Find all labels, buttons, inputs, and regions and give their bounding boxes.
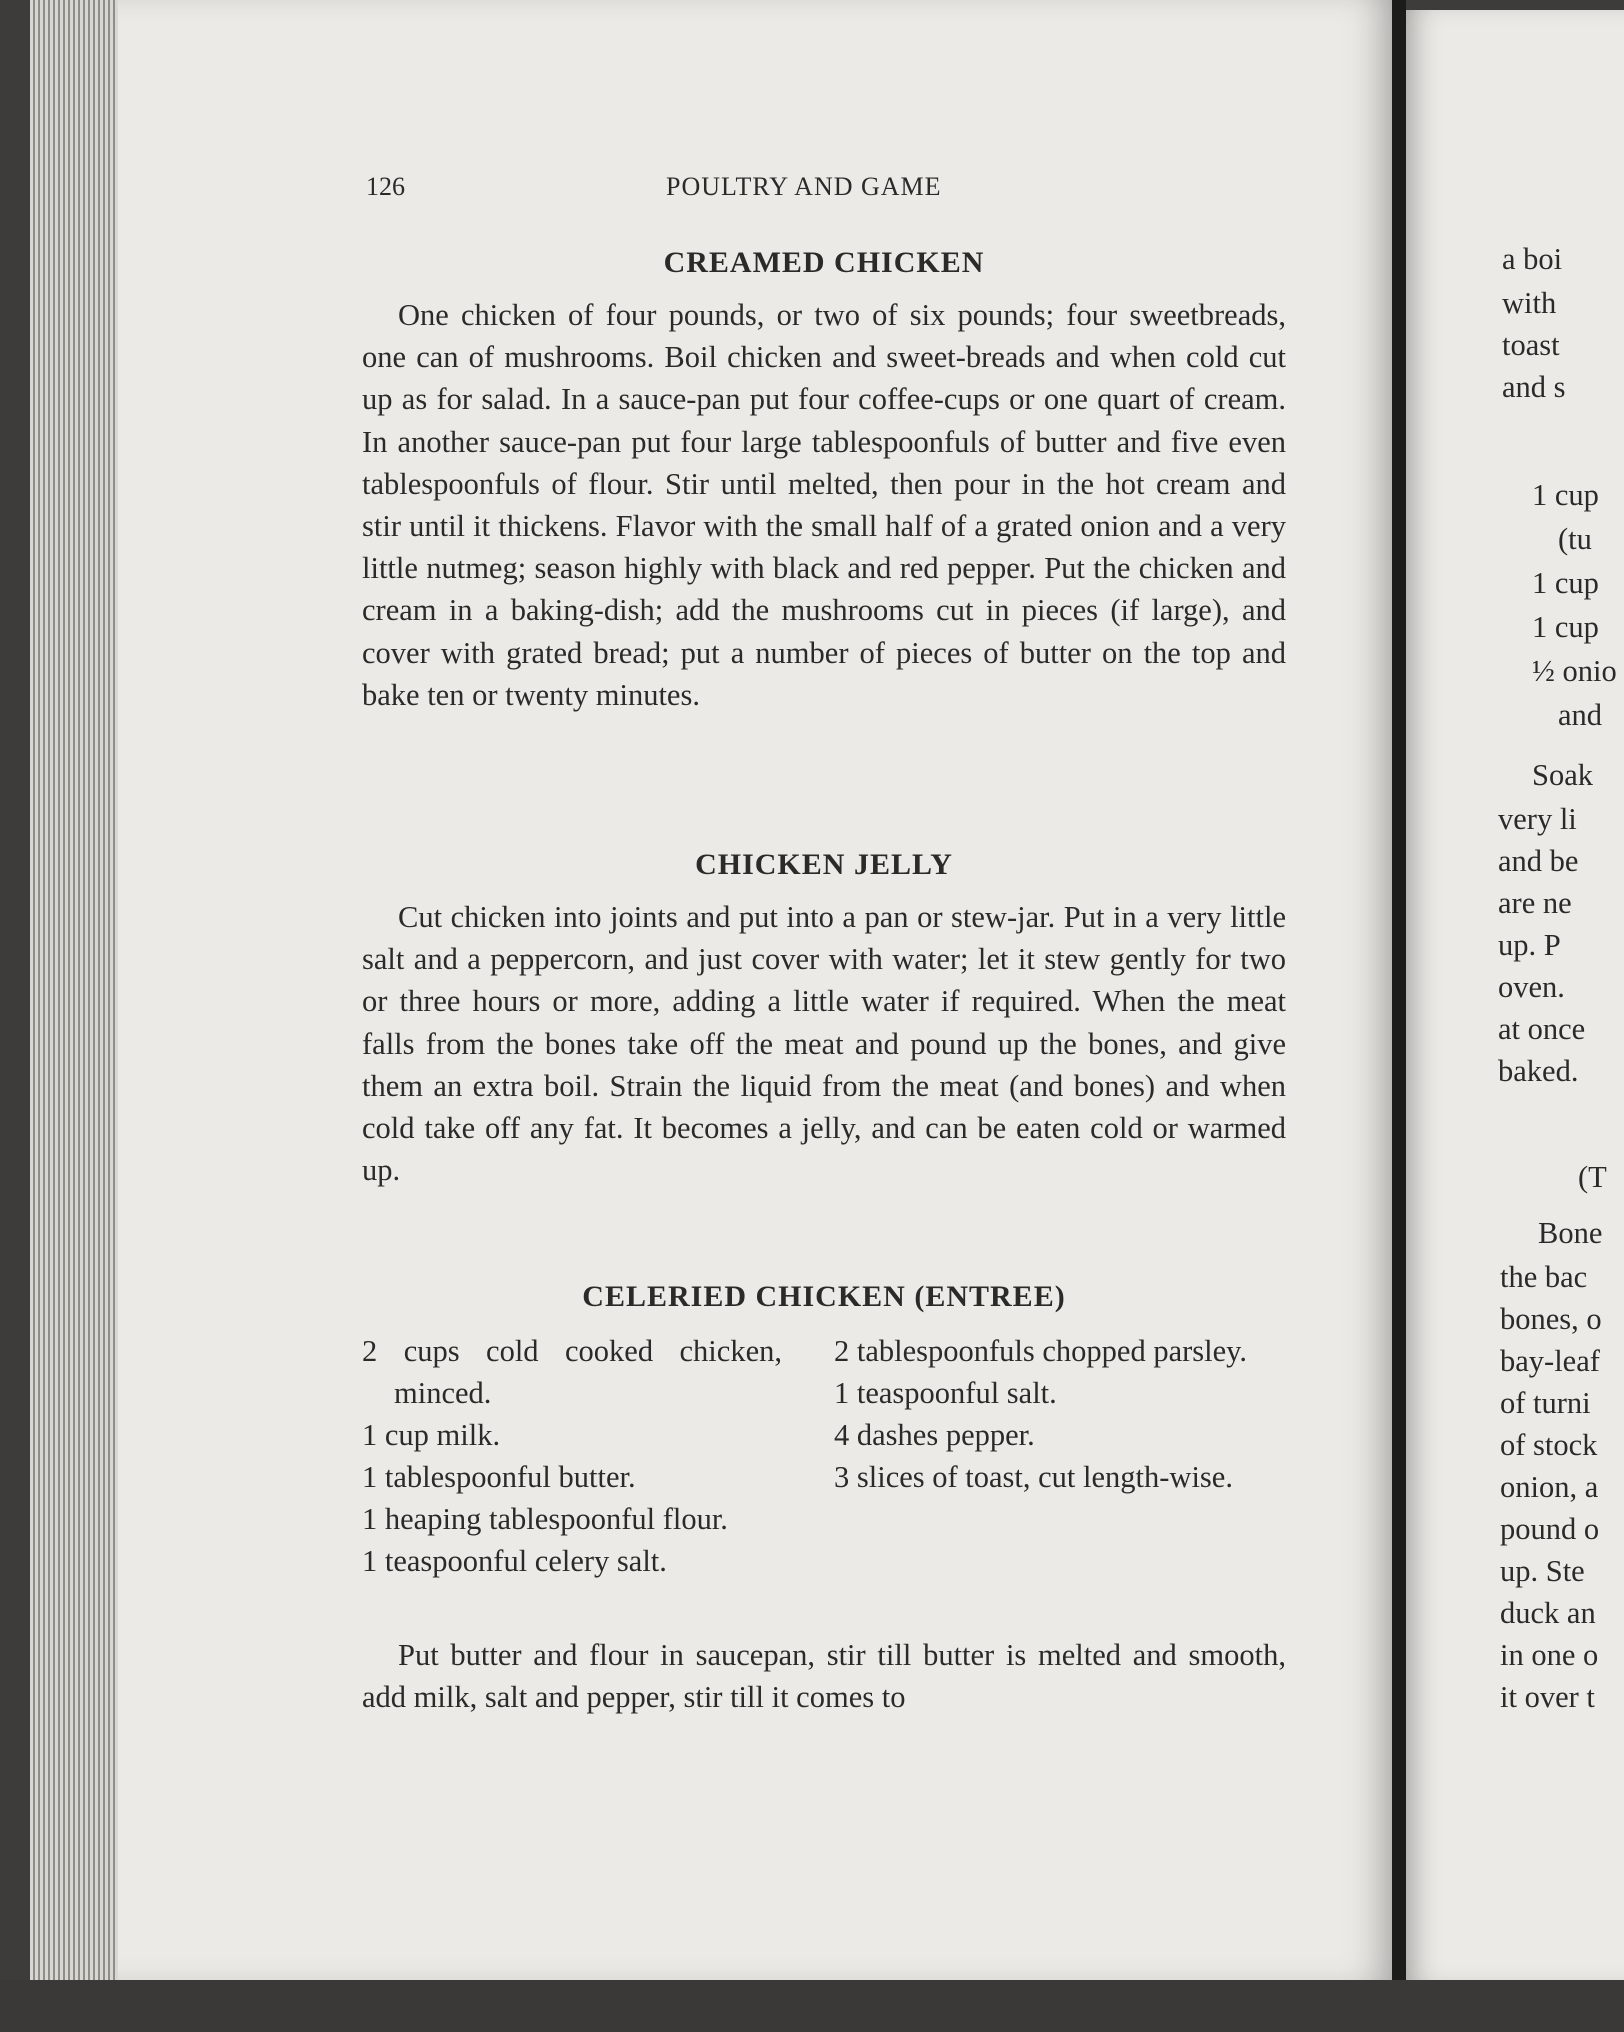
fragment-line: it over t bbox=[1500, 1680, 1595, 1714]
fragment-line: a boi bbox=[1502, 242, 1563, 276]
recipe-title-chicken-jelly: CHICKEN JELLY bbox=[695, 848, 953, 881]
ingredients-left-column bbox=[362, 1330, 782, 1582]
fragment-line: 1 cup bbox=[1532, 610, 1599, 644]
fragment-line: Soak bbox=[1532, 758, 1593, 792]
ingredient-item: 3 slices of toast, cut length-wise. bbox=[834, 1460, 1233, 1494]
fragment-line: and bbox=[1558, 698, 1603, 732]
fragment-line: the bac bbox=[1500, 1260, 1588, 1294]
fragment-line: of turni bbox=[1500, 1386, 1591, 1420]
page-edges bbox=[30, 0, 120, 2032]
recipe-body-celeried-chicken: Put butter and flour in saucepan, stir till butter is melted and smooth, add milk, salt and pepper, stir till it comes to bbox=[362, 1638, 1286, 1715]
fragment-line: baked. bbox=[1498, 1054, 1579, 1088]
fragment-line: Bone bbox=[1538, 1216, 1603, 1250]
fragment-line: duck an bbox=[1500, 1596, 1596, 1630]
running-head: POULTRY AND GAME bbox=[666, 172, 942, 201]
fragment-line: up. Ste bbox=[1500, 1554, 1585, 1588]
page-number: 126 bbox=[366, 172, 405, 201]
fragment-line: 1 cup bbox=[1532, 566, 1599, 600]
fragment-line: pound o bbox=[1500, 1512, 1600, 1546]
fragment-line: 1 cup bbox=[1532, 478, 1599, 512]
recipe-body-chicken-jelly: Cut chicken into joints and put into a pan or stew-jar. Put in a very little salt and a peppercorn, and just cover with water; let it stew gently for two or three hours or more, adding a little water if required. When the meat falls from the bones take off the meat and pound up the bones, and give them an extra boil. Strain the liquid from the meat (and bones) and when cold take off any fat. It becomes a jelly, and can be eaten cold or warmed up. bbox=[362, 900, 1286, 1188]
ingredient-item: 1 cup milk. bbox=[362, 1418, 501, 1452]
fragment-line: oven. bbox=[1498, 970, 1565, 1004]
ingredient-item: 2 cups cold cooked chicken, minced. bbox=[362, 1334, 782, 1410]
book-gutter bbox=[1392, 0, 1406, 2032]
recipe-body-creamed-chicken: One chicken of four pounds, or two of six pounds; four sweetbreads, one can of mushrooms. Boil chicken and sweet-breads and when cold cut up as for salad. In a sauce-pan put four coffee-cups or one quart of cream. In another sauce-pan put four large tablespoonfuls of butter and five even tablespoonfuls of flour. Stir until melted, then pour in the hot cream and stir until it thickens. Flavor with the small half of a grated onion and a very little nutmeg; season highly with black and red pepper. Put the chicken and cream in a baking-dish; add the mushrooms cut in pieces (if large), and cover with grated bread; put a number of pieces of butter on the top and bake ten or twenty minutes. bbox=[362, 298, 1286, 712]
ingredient-item: 4 dashes pepper. bbox=[834, 1418, 1035, 1452]
fragment-line: and s bbox=[1502, 370, 1566, 404]
ingredient-item: 1 tablespoonful butter. bbox=[362, 1460, 636, 1494]
ingredients-right-column bbox=[834, 1330, 1286, 1498]
fragment-line: (tu bbox=[1558, 522, 1592, 556]
ingredient-item: 1 teaspoonful celery salt. bbox=[362, 1544, 667, 1578]
fragment-line: and be bbox=[1498, 844, 1579, 878]
fragment-line: ½ onio bbox=[1532, 654, 1617, 688]
fragment-line: in one o bbox=[1500, 1638, 1599, 1672]
fragment-line: onion, a bbox=[1500, 1470, 1599, 1504]
ingredient-item: 2 tablespoonfuls chopped parsley. bbox=[834, 1334, 1248, 1368]
ingredient-item: 1 teaspoonful salt. bbox=[834, 1376, 1057, 1410]
fragment-line: of stock bbox=[1500, 1428, 1598, 1462]
ingredient-item: 1 heaping tablespoonful flour. bbox=[362, 1502, 728, 1536]
fragment-line: toast bbox=[1502, 328, 1560, 362]
fragment-line: very li bbox=[1498, 802, 1577, 836]
fragment-line: bones, o bbox=[1500, 1302, 1602, 1336]
fragment-line: up. P bbox=[1498, 928, 1561, 962]
recipe-title-creamed-chicken: CREAMED CHICKEN bbox=[663, 246, 985, 279]
fragment-line: with bbox=[1502, 286, 1557, 320]
fragment-line: at once bbox=[1498, 1012, 1586, 1046]
fragment-line: bay-leaf bbox=[1500, 1344, 1600, 1378]
fragment-line: (T bbox=[1578, 1160, 1607, 1194]
scan-bottom-band bbox=[0, 1980, 1624, 2032]
right-page-text bbox=[1406, 10, 1624, 1982]
recipe-title-celeried-chicken: CELERIED CHICKEN (ENTREE) bbox=[582, 1280, 1066, 1313]
fragment-line: are ne bbox=[1498, 886, 1572, 920]
